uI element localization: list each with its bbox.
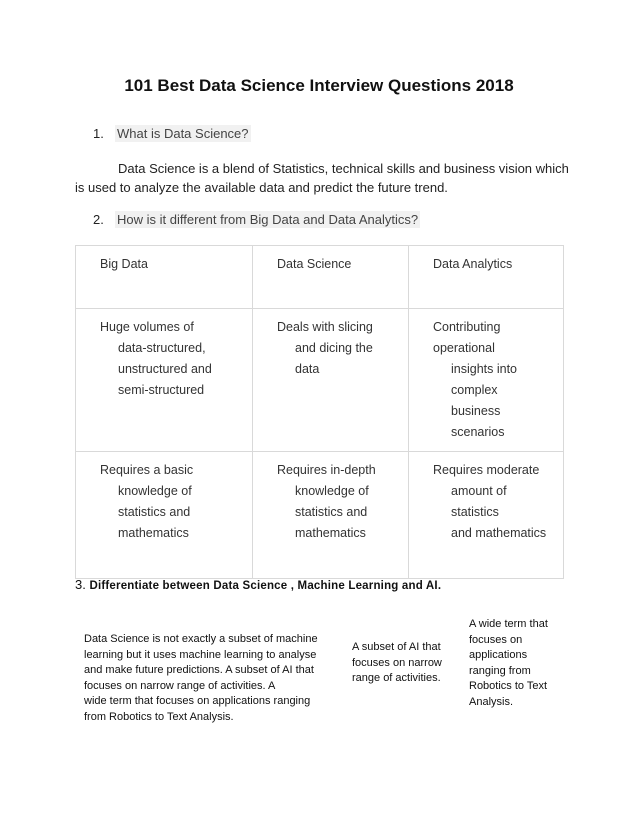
cell-line: statistics and [295, 505, 368, 519]
box-line: Robotics to Text [469, 680, 548, 692]
question-3-number: 3. [75, 577, 86, 592]
table-cell [253, 452, 409, 579]
box-line: and make future predictions. A subset of AI that [84, 664, 314, 676]
cell-line: Requires a basic [100, 463, 194, 477]
box-line: wide term that focuses on applications ranging [84, 695, 311, 707]
table-row [76, 452, 564, 579]
box-line: Data Science is not exactly a subset of machine [84, 633, 318, 645]
cell-line: Requires in-depth [277, 463, 376, 477]
box-line: A wide term that [469, 618, 548, 630]
table-cell [253, 309, 409, 452]
box-line: range of activities. [352, 672, 441, 684]
answer-1-line-2: is used to analyze the available data and predict the future trend. [75, 180, 448, 195]
machine-learning-box [352, 640, 452, 687]
cell-line: amount of statistics [451, 484, 507, 519]
question-1 [93, 126, 251, 141]
answer-1-line-1: Data Science is a blend of Statistics, technical skills and business vision which [118, 161, 569, 176]
header-big-data: Big Data [100, 257, 148, 271]
question-3-text: Differentiate between Data Science , Machine Learning and AI. [89, 580, 442, 592]
cell-line: unstructured and [118, 362, 212, 376]
table-cell [409, 309, 564, 452]
box-line: focuses on [469, 633, 523, 646]
header-data-science: Data Science [277, 257, 352, 271]
table-header-cell [253, 246, 409, 309]
box-line: from Robotics to Text Analysis. [84, 710, 234, 723]
table-header-row [76, 246, 564, 309]
cell-line: business scenarios [451, 404, 505, 439]
page-title: 101 Best Data Science Interview Questions 2018 [124, 76, 514, 95]
cell-line: statistics and [118, 505, 191, 519]
question-3 [75, 577, 441, 592]
box-line: focuses on narrow [352, 656, 442, 669]
cell-line: data [295, 362, 320, 376]
cell-line: and dicing the [295, 341, 373, 355]
question-2-text: How is it different from Big Data and Data Analytics? [117, 212, 419, 227]
cell-line: Requires moderate [433, 463, 540, 477]
cell-line: Huge volumes of [100, 320, 194, 334]
cell-line: data-structured, [118, 341, 206, 355]
header-data-analytics: Data Analytics [433, 257, 513, 271]
comparison-table [75, 245, 564, 579]
question-2 [93, 212, 420, 227]
table-cell [76, 452, 253, 579]
cell-line: semi-structured [118, 383, 205, 397]
box-line: learning but it uses machine learning to analyse [84, 648, 317, 661]
table-row [76, 309, 564, 452]
cell-line: knowledge of [295, 484, 369, 498]
box-line: focuses on narrow range of activities. A [84, 679, 276, 692]
cell-line: mathematics [295, 526, 366, 540]
cell-line: and mathematics [451, 526, 547, 540]
box-line: ranging from [469, 664, 531, 677]
table-cell [76, 309, 253, 452]
box-line: applications [469, 649, 528, 661]
question-2-number: 2. [93, 212, 104, 227]
data-science-box [84, 632, 334, 725]
table-header-cell [76, 246, 253, 309]
cell-line: insights into complex [451, 362, 518, 397]
cell-line: knowledge of [118, 484, 192, 498]
box-line: Analysis. [469, 695, 514, 708]
box-line: A subset of AI that [352, 641, 441, 653]
table-header-cell [409, 246, 564, 309]
cell-line: Deals with slicing [277, 320, 373, 334]
question-1-number: 1. [93, 126, 104, 141]
question-1-text: What is Data Science? [117, 126, 249, 141]
table-cell [409, 452, 564, 579]
ai-box [469, 617, 559, 710]
cell-line: Contributing operational [433, 320, 501, 355]
cell-line: mathematics [118, 526, 189, 540]
